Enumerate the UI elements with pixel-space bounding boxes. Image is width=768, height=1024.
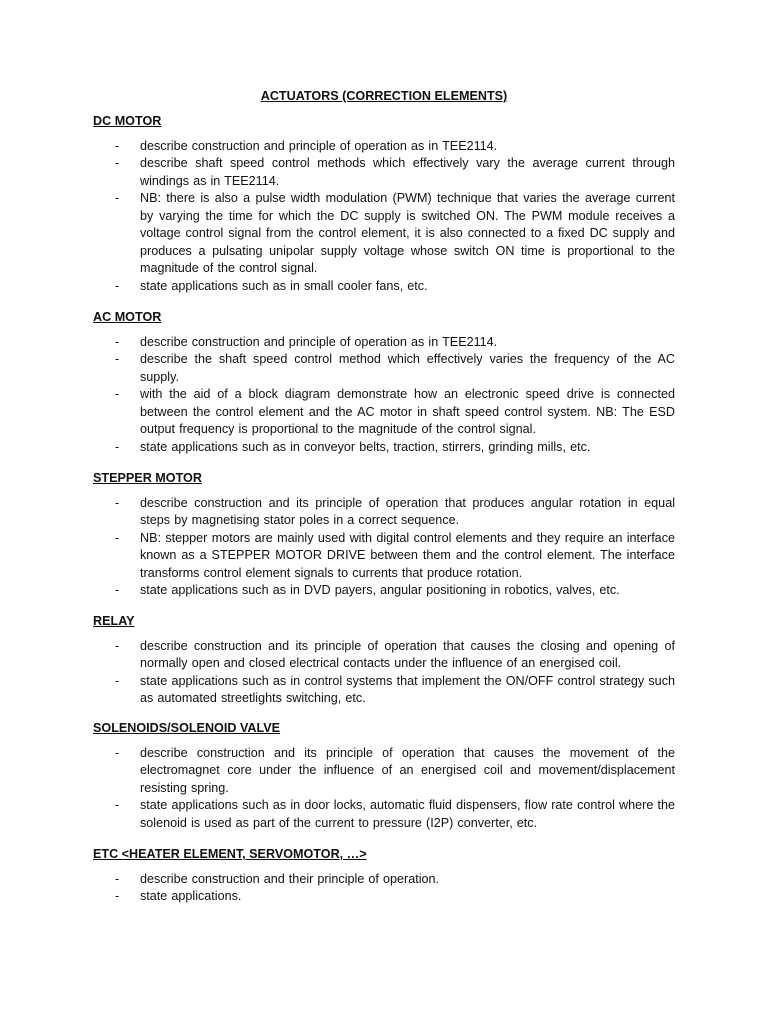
list-item-text: state applications such as in control systems that implement the ON/OFF control strategy such as automated streetlights switching, etc.	[140, 673, 675, 705]
dash-bullet-icon: -	[115, 495, 120, 510]
list-item-text: describe construction and their principle of operation.	[140, 871, 440, 886]
section-dc-motor	[93, 113, 675, 295]
list-item-text: describe construction and principle of operation as in TEE2114.	[140, 138, 498, 153]
dash-bullet-icon: -	[115, 387, 120, 401]
bullet-list	[93, 138, 675, 296]
dash-bullet-icon: -	[115, 583, 120, 597]
list-item-text: state applications such as in small cooler fans, etc.	[140, 278, 428, 293]
dash-bullet-icon: -	[115, 871, 120, 886]
dash-bullet-icon: -	[115, 156, 120, 170]
list-item	[93, 638, 675, 673]
list-item-text: state applications such as in DVD payers, angular positioning in robotics, valves, etc.	[140, 583, 620, 597]
section-etc	[93, 846, 675, 906]
list-item-text: NB: stepper motors are mainly used with digital control elements and they require an interface known as a STEPPER MOTOR DRIVE between them and the control element. The interface transforms control element signals to currents that produce rotation.	[140, 530, 675, 580]
list-item	[93, 155, 675, 190]
list-item-text: describe the shaft speed control method which effectively varies the frequency of the AC supply.	[140, 352, 675, 384]
bullet-list	[93, 334, 675, 457]
page-title: ACTUATORS (CORRECTION ELEMENTS)	[260, 89, 508, 103]
list-item	[93, 797, 675, 832]
list-item-text: describe construction and its principle of operation that produces angular rotation in equal steps by magnetising stator poles in a correct sequence.	[140, 495, 675, 527]
list-item-text: describe construction and principle of operation as in TEE2114.	[140, 334, 498, 349]
bullet-list	[93, 745, 675, 833]
list-item-text: state applications such as in conveyor belts, traction, stirrers, grinding mills, etc.	[140, 439, 591, 454]
section-heading: DC MOTOR	[93, 114, 162, 128]
dash-bullet-icon: -	[115, 278, 120, 293]
section-heading: ETC <HEATER ELEMENT, SERVOMOTOR, …>	[93, 847, 367, 861]
section-solenoid-valve	[93, 720, 675, 832]
dash-bullet-icon: -	[115, 889, 120, 903]
list-item-text: with the aid of a block diagram demonstrate how an electronic speed drive is connected between the control element and the AC motor in shaft speed control system. NB: The ESD output frequency is proportional to the magnitude of the control signal.	[140, 387, 675, 436]
list-item	[93, 582, 675, 600]
list-item	[93, 888, 675, 906]
list-item	[93, 745, 675, 798]
list-item	[93, 334, 675, 352]
list-item-text: NB: there is also a pulse width modulation (PWM) technique that varies the average current by varying the time for which the DC supply is switched ON. The PWM module receives a voltage control signal from the control element, it is also connected to a fixed DC supply and produces a pulsating unipolar supply voltage whose switch ON time is proportional to the magnitude of the control signal.	[140, 191, 675, 275]
dash-bullet-icon: -	[115, 138, 120, 153]
list-item-text: describe shaft speed control methods which effectively vary the average current through windings as in TEE2114.	[140, 156, 675, 188]
section-ac-motor	[93, 309, 675, 456]
dash-bullet-icon: -	[115, 530, 120, 545]
dash-bullet-icon: -	[115, 638, 120, 653]
bullet-list	[93, 638, 675, 708]
section-heading: STEPPER MOTOR	[93, 471, 202, 485]
section-relay	[93, 613, 675, 708]
list-item-text: state applications such as in door locks, automatic fluid dispensers, flow rate control where the solenoid is used as part of the current to pressure (I2P) converter, etc.	[140, 798, 675, 830]
dash-bullet-icon: -	[115, 745, 120, 760]
list-item	[93, 278, 675, 296]
dash-bullet-icon: -	[115, 334, 120, 349]
list-item	[93, 439, 675, 457]
list-item	[93, 190, 675, 278]
dash-bullet-icon: -	[115, 673, 120, 688]
list-item	[93, 673, 675, 708]
list-item	[93, 386, 675, 439]
list-item	[93, 871, 675, 889]
list-item	[93, 138, 675, 156]
list-item	[93, 495, 675, 530]
list-item-text: describe construction and its principle of operation that causes the closing and opening of normally open and closed electrical contacts under the influence of an energised coil.	[140, 638, 675, 670]
list-item	[93, 530, 675, 583]
bullet-list	[93, 871, 675, 906]
list-item-text: describe construction and its principle of operation that causes the movement of the electromagnet core under the influence of an energised coil and movement/displacement resisting spring.	[140, 745, 675, 795]
section-heading: AC MOTOR	[93, 310, 162, 324]
list-item	[93, 351, 675, 386]
dash-bullet-icon: -	[115, 798, 120, 812]
dash-bullet-icon: -	[115, 191, 120, 205]
section-heading: SOLENOIDS/SOLENOID VALVE	[93, 721, 281, 735]
dash-bullet-icon: -	[115, 352, 120, 366]
section-heading: RELAY	[93, 614, 135, 628]
section-stepper-motor	[93, 470, 675, 600]
list-item-text: state applications.	[140, 889, 242, 903]
bullet-list	[93, 495, 675, 600]
dash-bullet-icon: -	[115, 439, 120, 454]
